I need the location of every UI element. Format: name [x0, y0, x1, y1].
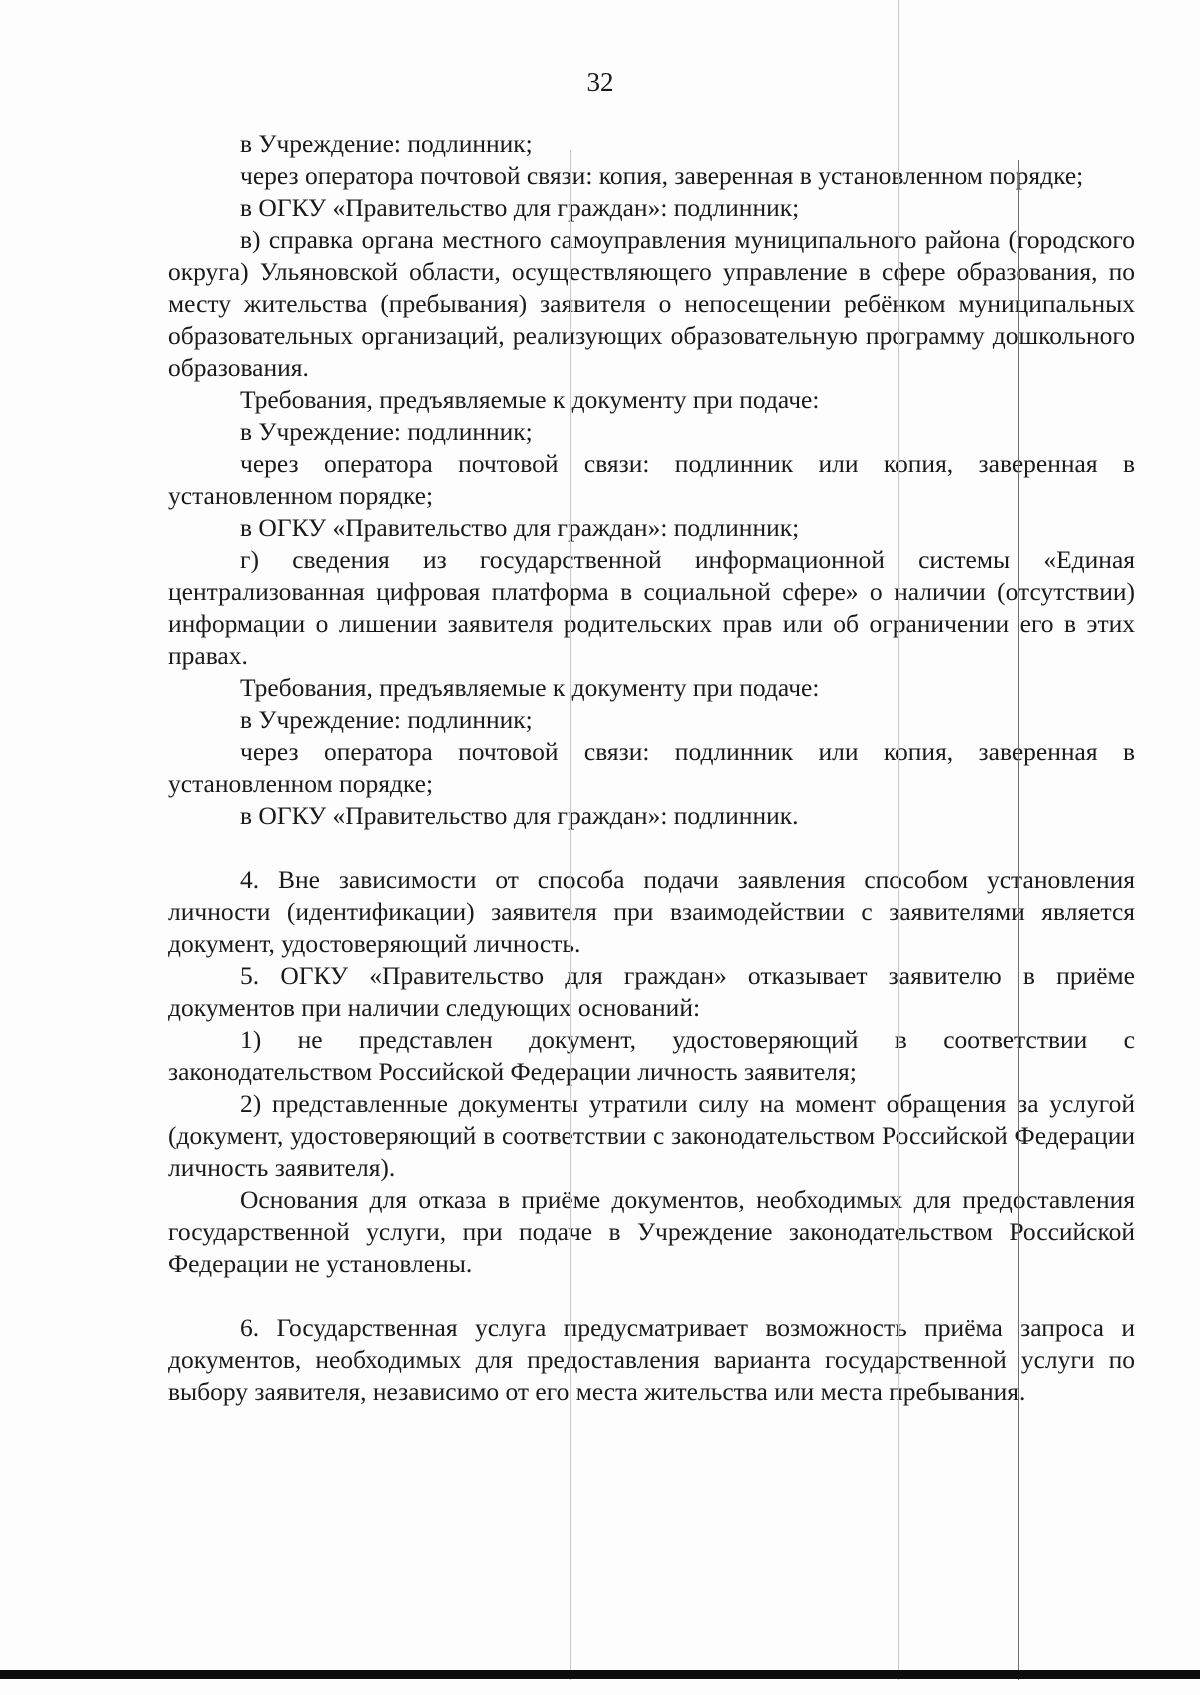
scan-artifact-line	[570, 150, 571, 1680]
paragraph: Требования, предъявляемые к документу при подаче:	[240, 673, 820, 702]
paragraph: 6. Государственная услуга предусматривает возможность приёма запроса и документов, необходимых для предоставления варианта государственной услуги по выбору заявителя, независимо от его места жительства или места пребывания.	[168, 1313, 1135, 1406]
scan-artifact-line	[898, 0, 899, 1680]
scan-artifact-line	[1018, 160, 1019, 1680]
paragraph: г) сведения из государственной информационной системы «Единая централизованная цифровая платформа в социальной сфере» о наличии (отсутствии) информации о лишении заявителя родительских прав или об ограничении его в этих правах.	[168, 545, 1135, 670]
paragraph: 5. ОГКУ «Правительство для граждан» отказывает заявителю в приёме документов при наличии следующих оснований:	[168, 961, 1135, 1022]
paragraph: в Учреждение: подлинник;	[240, 705, 533, 734]
page-number: 32	[586, 67, 614, 97]
paragraph: в Учреждение: подлинник;	[240, 129, 533, 158]
paragraph: в ОГКУ «Правительство для граждан»: подлинник.	[240, 801, 799, 830]
paragraph: в ОГКУ «Правительство для граждан»: подлинник;	[240, 193, 800, 222]
document-body	[168, 128, 1135, 1408]
paragraph: 1) не представлен документ, удостоверяющий в соответствии с законодательством Российской Федерации личность заявителя;	[168, 1025, 1135, 1086]
paragraph: в ОГКУ «Правительство для граждан»: подлинник;	[240, 513, 800, 542]
paragraph: через оператора почтовой связи: копия, заверенная в установленном порядке;	[240, 161, 1084, 190]
paragraph: 4. Вне зависимости от способа подачи заявления способом установления личности (идентификации) заявителя при взаимодействии с заявителями является документ, удостоверяющий личность.	[168, 865, 1135, 958]
paragraph: Требования, предъявляемые к документу при подаче:	[240, 385, 820, 414]
scan-bottom-edge	[0, 1670, 1200, 1679]
paragraph: 2) представленные документы утратили силу на момент обращения за услугой (документ, удостоверяющий в соответствии с законодательством Российской Федерации личность заявителя).	[168, 1089, 1135, 1182]
paragraph: через оператора почтовой связи: подлинник или копия, заверенная в установленном порядке;	[168, 449, 1135, 510]
paragraph: через оператора почтовой связи: подлинник или копия, заверенная в установленном порядке;	[168, 737, 1135, 798]
paragraph: Основания для отказа в приёме документов, необходимых для предоставления государственной услуги, при подаче в Учреждение законодательством Российской Федерации не установлены.	[168, 1185, 1135, 1278]
paragraph: в) справка органа местного самоуправления муниципального района (городского округа) Ульяновской области, осуществляющего управление в сфере образования, по месту жительства (пребывания) заявителя о непосещении ребёнком муниципальных образовательных организаций, реализующих образовательную программу дошкольного образования.	[168, 225, 1135, 382]
paragraph: в Учреждение: подлинник;	[240, 417, 533, 446]
